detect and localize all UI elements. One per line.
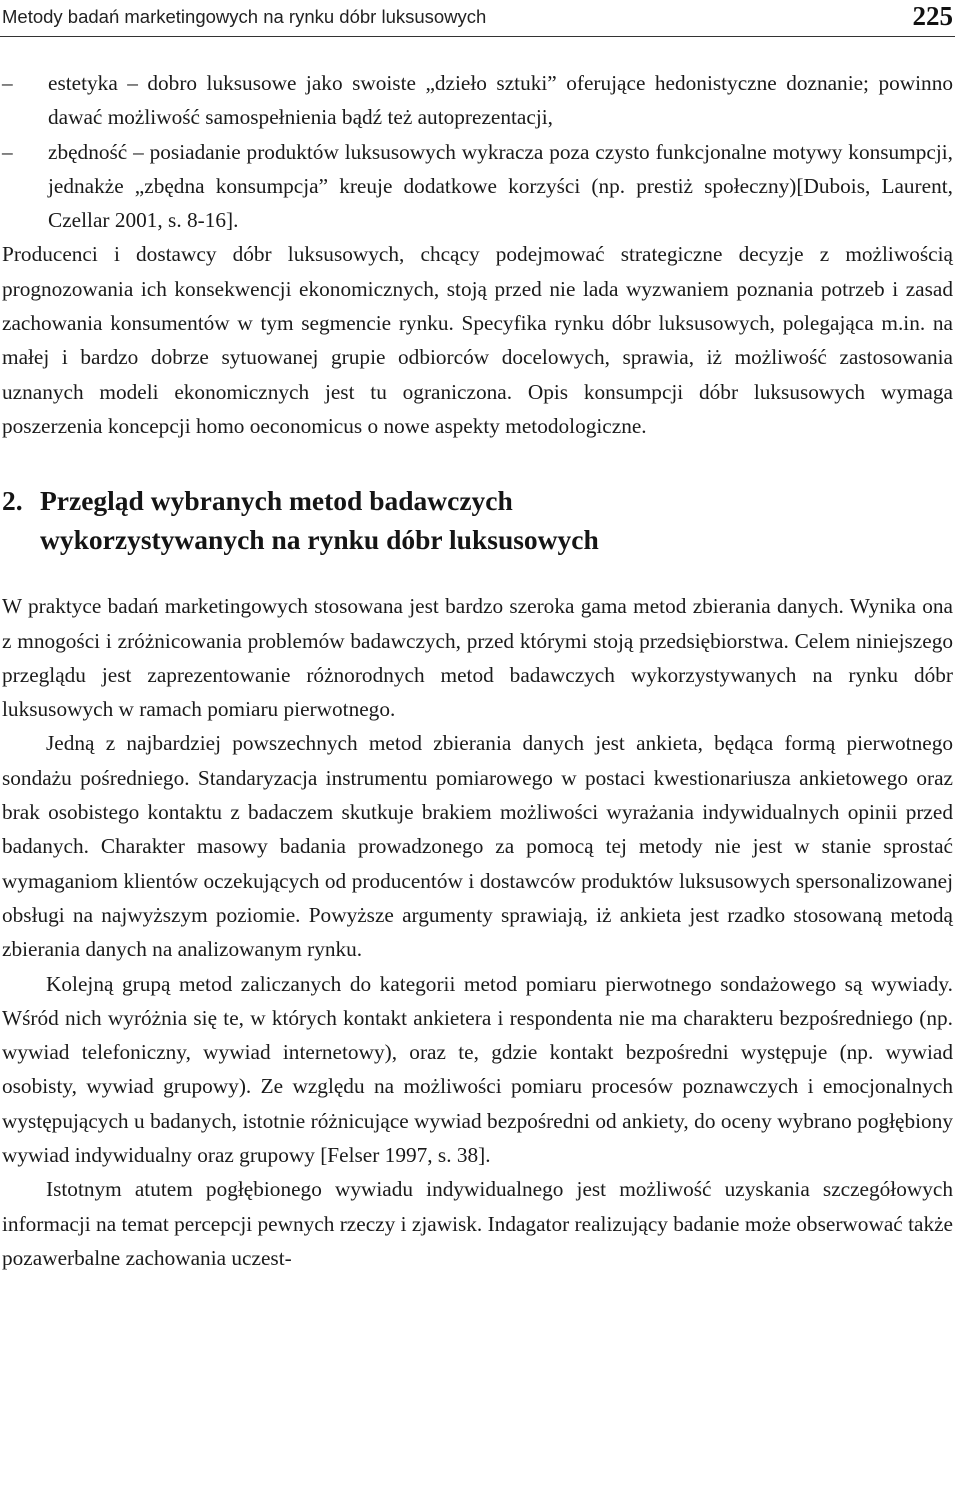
body-paragraph: Jedną z najbardziej powszechnych metod zbierania danych jest ankieta, będąca formą pierwotnego sondażu pośredniego. Standaryzacja instrumentu pomiarowego w postaci kwestionariusza ankietowego oraz brak osobistego kontaktu z badaczem skutkuje brakiem możliwości wyrażania indywidualnych opinii przed badanych. Charakter masowy badania prowadzonego za pomocą tej metody nie jest w stanie sprostać wymaganiom klientów oczekujących od producentów i dostawców produktów luksusowych spersonalizowanej obsługi na najwyższym poziomie. Powyższe argumenty sprawiają, iż ankieta jest rzadko stosowaną metodą zbierania danych na analizowanym rynku.: [2, 731, 953, 962]
intro-paragraph: Producenci i dostawcy dóbr luksusowych, chcący podejmować strategiczne decyzje z możliwością prognozowania ich konsekwencji ekonomicznych, stoją przed nie lada wyzwaniem poznania potrzeb i zasad zachowania konsumentów w tym segmencie rynku. Specyfika rynku dóbr luksusowych, polegająca m.in. na małej i bardzo dobrze sytuowanej grupie odbiorców docelowych, sprawia, iż możliwość zastosowania uznanych modeli ekonomicznych jest tu ograniczona. Opis konsumpcji dóbr luksusowych wymaga poszerzenia koncepcji homo oeconomicus o nowe aspekty metodologiczne.: [2, 242, 953, 438]
section-title-line-1: Przegląd wybranych metod badawczych: [40, 485, 513, 517]
section-title-line-2: wykorzystywanych na rynku dóbr luksusowych: [40, 524, 599, 556]
running-title: Metody badań marketingowych na rynku dóbr luksusowych: [2, 6, 487, 27]
body-paragraph: Kolejną grupą metod zaliczanych do kategorii metod pomiaru pierwotnego sondażowego są wywiady. Wśród nich wyróżnia się te, w których kontakt ankietera i respondenta nie ma charakteru bezpośredniego (np. wywiad telefoniczny, wywiad internetowy), oraz te, gdzie kontakt bezpośredni występuje (np. wywiad osobisty, wywiad grupowy). Ze względu na możliwości pomiaru procesów poznawczych i emocjonalnych występujących u badanych, istotnie różnicujące wywiad bezpośredni od ankiety, do oceny wybrano pogłębiony wywiad indywidualny oraz grupowy [Felser 1997, s. 38].: [2, 971, 953, 1168]
page-body: [2, 66, 953, 1275]
bullet-text: estetyka – dobro luksusowe jako swoiste „dzieło sztuki” oferujące hedonistyczne doznanie; powinno dawać możliwość samospełnienia bądź też autoprezentacji,: [48, 71, 953, 130]
bullet-text: zbędność – posiadanie produktów luksusowych wykracza poza czysto funkcjonalne motywy konsumpcji, jednakże „zbędna konsumpcja” kreuje dodatkowe korzyści (np. prestiż społeczny)[Dubois, Laurent, Czellar 2001, s. 8-16].: [48, 139, 953, 233]
section-number: 2.: [2, 485, 23, 517]
body-paragraph: W praktyce badań marketingowych stosowana jest bardzo szeroka gama metod zbierania danych. Wynika ona z mnogości i zróżnicowania problemów badawczych, przed którymi stoją przedsiębiorstwa. Celem niniejszego przeglądu jest zaprezentowanie różnorodnych metod badawczych wykorzystywanych na rynku dóbr luksusowych w ramach pomiaru pierwotnego.: [2, 594, 953, 722]
page-number: 225: [912, 1, 953, 31]
dash-marker: –: [2, 71, 13, 95]
bullet-item: [2, 66, 953, 135]
dash-marker: –: [2, 139, 13, 164]
bullet-item: [2, 135, 953, 238]
section-title: [40, 481, 599, 559]
running-header: [0, 0, 955, 37]
section-heading: [2, 481, 953, 559]
body-paragraph: Istotnym atutem pogłębionego wywiadu indywidualnego jest możliwość uzyskania szczegółowych informacji na temat percepcji pewnych rzeczy i zjawisk. Indagator realizujący badanie może obserwować także pozawerbalne zachowania uczest-: [2, 1177, 953, 1270]
bullet-list: [2, 66, 953, 237]
